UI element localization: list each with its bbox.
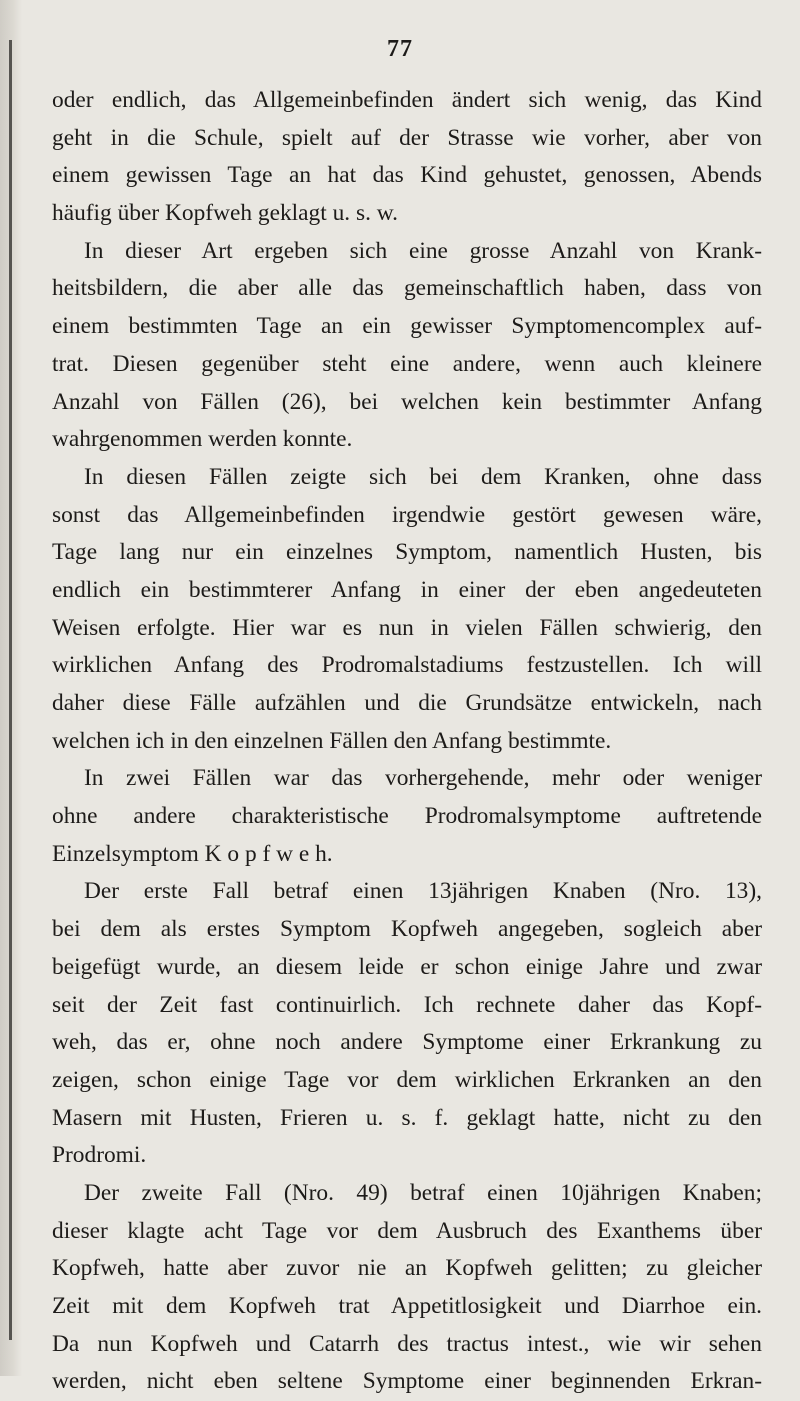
text-line: beigefügt wurde, an diesem leide er schon einige Jahre und zwar	[52, 953, 762, 980]
text-line: sonst das Allgemeinbefinden irgendwie gestört gewesen wäre,	[52, 501, 762, 528]
text-line: daher diese Fälle aufzählen und die Grundsätze entwickeln, nach	[52, 690, 762, 716]
text-line: einem bestimmten Tage an ein gewisser Symptomencomplex auf-	[52, 313, 762, 340]
text-line: zeigen, schon einige Tage vor dem wirklichen Erkranken an den	[52, 1066, 762, 1093]
text-line: Prodromi.	[52, 1142, 147, 1169]
text-line: Kopfweh, hatte aber zuvor nie an Kopfweh gelitten; zu gleicher	[52, 1255, 762, 1282]
text-line: Anzahl von Fällen (26), bei welchen kein bestimmter Anfang	[52, 388, 762, 415]
text-line: Tage lang nur ein einzelnes Symptom, namentlich Husten, bis	[52, 539, 762, 566]
text-line: ohne andere charakteristische Prodromalsymptome auftretende	[52, 803, 762, 830]
text-line: Einzelsymptom K o p f w e h.	[52, 840, 333, 867]
text-line: wirklichen Anfang des Prodromalstadiums festzustellen. Ich will	[52, 652, 762, 679]
text-line: dieser klagte acht Tage vor dem Ausbruch des Exanthems über	[52, 1217, 762, 1244]
text-line: werden, nicht eben seltene Symptome einer beginnenden Erkran-	[52, 1368, 762, 1395]
text-line: Masern mit Husten, Frieren u. s. f. geklagt hatte, nicht zu den	[52, 1104, 762, 1131]
text-line: einem gewissen Tage an hat das Kind gehustet, genossen, Abends	[52, 162, 762, 189]
text-line: häufig über Kopfweh geklagt u. s. w.	[52, 200, 399, 227]
text-line: In zwei Fällen war das vorhergehende, mehr oder weniger	[84, 765, 762, 792]
text-line: heitsbildern, die aber alle das gemeinschaftlich haben, dass von	[52, 275, 762, 302]
text-line: geht in die Schule, spielt auf der Strasse wie vorher, aber von	[52, 124, 762, 151]
text-line: Da nun Kopfweh und Catarrh des tractus intest., wie wir sehen	[52, 1330, 762, 1357]
text-line: endlich ein bestimmterer Anfang in einer der eben angedeuteten	[52, 576, 762, 603]
text-line: Weisen erfolgte. Hier war es nun in vielen Fällen schwierig, den	[52, 614, 762, 641]
text-line: Der zweite Fall (Nro. 49) betraf einen 10jährigen Knaben;	[84, 1179, 762, 1206]
text-line: weh, das er, ohne noch andere Symptome einer Erkrankung zu	[52, 1029, 762, 1056]
text-line: In diesen Fällen zeigte sich bei dem Kranken, ohne dass	[84, 463, 762, 490]
body-text	[52, 82, 762, 1401]
text-line: Der erste Fall betraf einen 13jährigen Knaben (Nro. 13),	[84, 878, 762, 905]
text-line: In dieser Art ergeben sich eine grosse Anzahl von Krank-	[84, 237, 762, 264]
text-line: Zeit mit dem Kopfweh trat Appetitlosigkeit und Diarrhoe ein.	[52, 1293, 762, 1319]
page-binding-edge	[0, 0, 22, 1376]
text-line: oder endlich, das Allgemeinbefinden ändert sich wenig, das Kind	[52, 87, 762, 113]
text-line: trat. Diesen gegenüber steht eine andere, wenn auch kleinere	[52, 350, 762, 377]
text-line: wahrgenommen werden konnte.	[52, 426, 353, 453]
text-line: seit der Zeit fast continuirlich. Ich rechnete daher das Kopf-	[52, 991, 762, 1018]
text-line: welchen ich in den einzelnen Fällen den Anfang bestimmte.	[52, 727, 612, 754]
text-line: bei dem als erstes Symptom Kopfweh angegeben, sogleich aber	[52, 916, 762, 943]
page-number: 77	[387, 36, 413, 62]
